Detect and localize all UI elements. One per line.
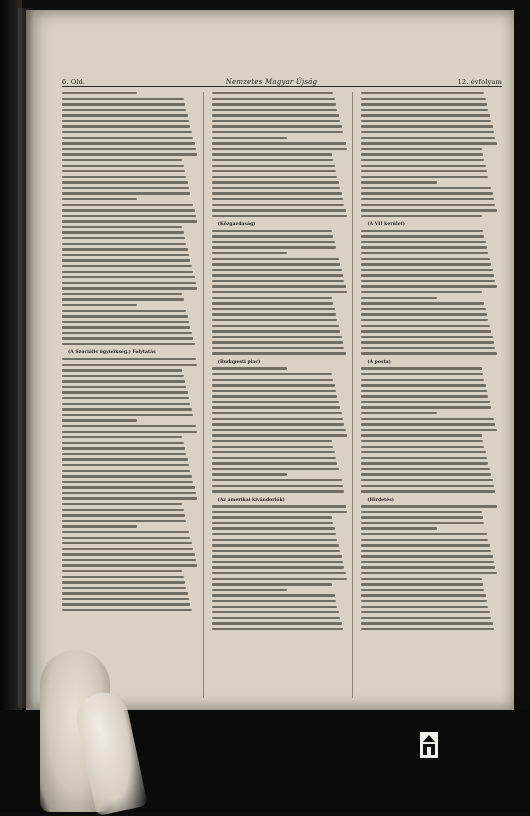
text-line xyxy=(62,581,185,583)
text-line xyxy=(361,490,495,492)
text-line xyxy=(212,479,342,481)
text-line xyxy=(361,252,488,254)
text-line xyxy=(62,375,184,377)
text-line xyxy=(212,539,338,541)
text-line xyxy=(212,505,346,507)
text-line xyxy=(62,598,189,600)
text-line xyxy=(62,226,182,228)
paragraph-heading: (Budapesti piac) xyxy=(217,359,261,365)
text-line xyxy=(212,302,334,304)
text-line xyxy=(212,109,338,111)
text-line xyxy=(212,330,340,332)
text-columns xyxy=(62,92,502,698)
text-line xyxy=(212,92,334,94)
text-line xyxy=(212,325,339,327)
text-line xyxy=(361,319,488,321)
text-line xyxy=(62,304,137,306)
text-line xyxy=(62,148,196,150)
text-line xyxy=(361,457,487,459)
text-line xyxy=(62,386,186,388)
text-line xyxy=(62,453,186,455)
text-line xyxy=(62,391,188,393)
text-line xyxy=(62,497,197,499)
text-line xyxy=(361,98,485,100)
text-line xyxy=(212,423,345,425)
text-line xyxy=(212,192,342,194)
text-line xyxy=(212,159,334,161)
text-line xyxy=(361,230,483,232)
text-line xyxy=(212,204,345,206)
text-line xyxy=(212,429,346,431)
text-line xyxy=(361,611,489,613)
text-line xyxy=(62,326,190,328)
text-line xyxy=(361,114,489,116)
text-line xyxy=(62,287,197,289)
text-line xyxy=(212,170,336,172)
text-line xyxy=(212,606,338,608)
text-line xyxy=(212,230,332,232)
text-line xyxy=(62,332,192,334)
text-line xyxy=(361,412,436,414)
text-line xyxy=(62,204,193,206)
text-line xyxy=(62,603,190,605)
text-line xyxy=(212,336,342,338)
text-line xyxy=(361,215,481,217)
text-line xyxy=(361,539,488,541)
text-line xyxy=(62,364,197,366)
text-line xyxy=(212,622,342,624)
text-line xyxy=(62,464,189,466)
text-line xyxy=(62,131,192,133)
text-line xyxy=(361,120,491,122)
text-line xyxy=(62,198,137,200)
text-line xyxy=(361,418,494,420)
text-line xyxy=(62,486,195,488)
paragraph-heading: (A posta) xyxy=(367,359,391,365)
text-line xyxy=(62,137,193,139)
text-line xyxy=(361,434,481,436)
text-line xyxy=(212,555,342,557)
text-line xyxy=(212,384,335,386)
text-line xyxy=(62,176,186,178)
text-line xyxy=(212,379,334,381)
text-line xyxy=(62,587,186,589)
text-line xyxy=(62,358,196,360)
text-line xyxy=(212,390,336,392)
text-line xyxy=(62,414,193,416)
text-line xyxy=(361,628,494,630)
text-line xyxy=(212,451,335,453)
text-line xyxy=(212,367,287,369)
text-line xyxy=(62,248,188,250)
text-line xyxy=(212,120,340,122)
text-line xyxy=(62,254,189,256)
text-line xyxy=(212,617,340,619)
text-line xyxy=(212,246,336,248)
text-line xyxy=(212,198,343,200)
text-line xyxy=(212,594,335,596)
text-line xyxy=(361,280,495,282)
text-line xyxy=(361,440,483,442)
text-line xyxy=(361,622,492,624)
text-line xyxy=(62,553,195,555)
text-line xyxy=(62,103,185,105)
text-line xyxy=(212,373,332,375)
text-line xyxy=(361,544,489,546)
text-line xyxy=(62,109,186,111)
text-line xyxy=(361,209,496,211)
text-line xyxy=(212,583,332,585)
text-line xyxy=(212,291,347,293)
text-line xyxy=(62,542,192,544)
page-number: 6. Old. xyxy=(62,78,86,86)
text-line xyxy=(361,401,489,403)
text-line xyxy=(212,406,340,408)
text-line xyxy=(212,285,346,287)
text-line xyxy=(62,114,188,116)
text-line xyxy=(62,243,186,245)
text-line xyxy=(361,527,436,529)
text-line xyxy=(62,321,189,323)
text-line xyxy=(212,462,338,464)
text-line xyxy=(361,187,491,189)
text-line xyxy=(62,259,190,261)
text-line xyxy=(212,490,345,492)
text-line xyxy=(62,187,189,189)
text-line xyxy=(212,103,336,105)
text-line xyxy=(361,341,494,343)
text-line xyxy=(62,492,196,494)
text-line xyxy=(361,561,494,563)
text-line xyxy=(212,457,336,459)
text-line xyxy=(212,628,343,630)
text-line xyxy=(62,548,193,550)
text-line xyxy=(212,319,338,321)
running-header xyxy=(62,72,502,87)
text-line xyxy=(212,611,339,613)
archive-logo-icon xyxy=(418,730,440,760)
text-line xyxy=(361,198,494,200)
paragraph-heading: (A VII kerület) xyxy=(367,222,405,228)
text-line xyxy=(62,315,188,317)
text-line xyxy=(361,594,485,596)
text-line xyxy=(361,325,489,327)
paragraph-heading: (A Szociális ügynökség.) Folytatás xyxy=(68,350,156,356)
text-line xyxy=(212,401,339,403)
text-line xyxy=(361,384,485,386)
text-line xyxy=(361,192,492,194)
text-line xyxy=(361,522,484,524)
text-line xyxy=(62,442,184,444)
text-line xyxy=(212,252,287,254)
text-line xyxy=(212,297,332,299)
text-line xyxy=(361,246,487,248)
paragraph-heading: (Közgazdaság) xyxy=(217,222,256,228)
text-line xyxy=(361,181,436,183)
text-line xyxy=(62,481,193,483)
text-line xyxy=(62,343,195,345)
text-line xyxy=(361,170,487,172)
text-line xyxy=(62,576,184,578)
text-line xyxy=(212,561,343,563)
text-line xyxy=(62,419,137,421)
text-line xyxy=(212,511,347,513)
text-line xyxy=(62,271,193,273)
text-line xyxy=(212,446,334,448)
text-line xyxy=(212,533,336,535)
text-line xyxy=(62,209,195,211)
text-line xyxy=(212,258,339,260)
text-line xyxy=(361,153,483,155)
text-line xyxy=(62,192,190,194)
text-line xyxy=(62,298,184,300)
text-line xyxy=(361,308,485,310)
text-line xyxy=(62,609,192,611)
text-line xyxy=(62,458,188,460)
text-line xyxy=(62,181,188,183)
text-line xyxy=(361,462,488,464)
text-line xyxy=(361,352,496,354)
text-line xyxy=(62,447,185,449)
text-line xyxy=(212,280,345,282)
text-line xyxy=(361,555,492,557)
text-line xyxy=(361,511,481,513)
text-line xyxy=(62,380,185,382)
text-line xyxy=(212,578,347,580)
text-line xyxy=(212,215,347,217)
text-line xyxy=(361,241,485,243)
text-line xyxy=(361,269,492,271)
text-line xyxy=(62,559,196,561)
text-line xyxy=(212,98,335,100)
text-line xyxy=(212,235,334,237)
text-line xyxy=(212,395,338,397)
text-line xyxy=(62,537,190,539)
text-line xyxy=(62,570,182,572)
text-line xyxy=(62,142,195,144)
text-line xyxy=(212,589,287,591)
text-column-2 xyxy=(212,92,354,698)
text-line xyxy=(62,276,195,278)
text-line xyxy=(361,165,485,167)
text-line xyxy=(212,566,345,568)
text-line xyxy=(361,285,496,287)
text-line xyxy=(361,92,484,94)
text-line xyxy=(212,313,336,315)
newspaper-page xyxy=(26,10,514,710)
text-line xyxy=(361,274,494,276)
text-line xyxy=(212,209,346,211)
text-line xyxy=(361,578,481,580)
text-line xyxy=(212,114,339,116)
text-line xyxy=(361,468,489,470)
text-line xyxy=(361,258,489,260)
text-line xyxy=(361,473,491,475)
text-line xyxy=(212,153,332,155)
text-line xyxy=(62,153,197,155)
text-line xyxy=(212,352,346,354)
text-line xyxy=(361,446,484,448)
text-line xyxy=(361,451,485,453)
text-line xyxy=(361,406,491,408)
text-line xyxy=(62,531,189,533)
text-line xyxy=(361,336,492,338)
text-line xyxy=(62,503,182,505)
text-line xyxy=(212,274,343,276)
text-line xyxy=(62,215,196,217)
text-line xyxy=(62,170,185,172)
text-line xyxy=(361,313,487,315)
text-line xyxy=(62,265,192,267)
text-line xyxy=(62,470,190,472)
text-line xyxy=(62,120,189,122)
text-line xyxy=(212,412,342,414)
text-line xyxy=(361,204,495,206)
text-line xyxy=(361,550,491,552)
text-line xyxy=(212,241,335,243)
text-line xyxy=(212,440,332,442)
text-line xyxy=(62,165,184,167)
text-line xyxy=(62,436,182,438)
text-line xyxy=(361,103,487,105)
text-line xyxy=(62,403,190,405)
text-line xyxy=(62,293,182,295)
text-line xyxy=(212,142,346,144)
text-line xyxy=(361,302,484,304)
text-line xyxy=(212,473,287,475)
text-line xyxy=(62,237,185,239)
text-line xyxy=(62,98,184,100)
text-line xyxy=(62,431,197,433)
text-line xyxy=(212,165,335,167)
text-line xyxy=(361,533,487,535)
text-line xyxy=(62,159,182,161)
text-line xyxy=(361,131,494,133)
text-line xyxy=(62,231,184,233)
text-line xyxy=(361,589,484,591)
text-line xyxy=(361,516,483,518)
text-line xyxy=(212,418,343,420)
text-line xyxy=(212,308,335,310)
newspaper-title: Nemzetes Magyar Újság xyxy=(225,78,318,86)
paragraph-heading: (Az amerikai kivándorlók) xyxy=(217,497,285,503)
text-line xyxy=(361,176,488,178)
text-line xyxy=(361,291,481,293)
text-line xyxy=(361,159,484,161)
text-line xyxy=(361,485,494,487)
text-line xyxy=(62,125,190,127)
text-line xyxy=(62,525,137,527)
text-line xyxy=(212,148,347,150)
text-line xyxy=(361,395,488,397)
text-line xyxy=(62,592,188,594)
text-line xyxy=(361,572,496,574)
text-line xyxy=(62,92,137,94)
text-line xyxy=(212,550,340,552)
text-line xyxy=(361,505,496,507)
text-column-3 xyxy=(361,92,502,698)
text-line xyxy=(62,282,196,284)
text-line xyxy=(361,330,491,332)
text-line xyxy=(212,137,287,139)
volume-label: 12. évfolyam xyxy=(457,78,502,86)
text-line xyxy=(361,367,481,369)
text-line xyxy=(361,429,496,431)
text-line xyxy=(212,347,345,349)
text-line xyxy=(361,373,483,375)
text-line xyxy=(361,479,492,481)
text-line xyxy=(62,425,196,427)
text-line xyxy=(361,379,484,381)
text-line xyxy=(361,566,495,568)
text-line xyxy=(212,125,342,127)
text-line xyxy=(361,142,496,144)
page-gutter-shadow xyxy=(18,8,34,708)
text-line xyxy=(212,263,340,265)
text-line xyxy=(212,485,343,487)
text-line xyxy=(212,176,338,178)
text-line xyxy=(62,564,197,566)
text-line xyxy=(62,337,193,339)
text-line xyxy=(212,131,343,133)
text-line xyxy=(361,137,495,139)
text-line xyxy=(212,544,339,546)
text-line xyxy=(361,347,495,349)
text-line xyxy=(212,187,340,189)
text-line xyxy=(212,269,342,271)
paragraph-heading: (Hirdetés) xyxy=(367,497,394,503)
text-line xyxy=(361,390,487,392)
text-line xyxy=(361,583,483,585)
text-line xyxy=(361,297,436,299)
text-line xyxy=(212,181,339,183)
text-line xyxy=(361,263,491,265)
text-line xyxy=(212,527,335,529)
text-line xyxy=(62,520,186,522)
text-line xyxy=(212,522,334,524)
text-line xyxy=(361,600,487,602)
text-line xyxy=(62,509,184,511)
text-line xyxy=(62,475,192,477)
text-line xyxy=(62,514,185,516)
text-line xyxy=(62,369,182,371)
text-line xyxy=(361,109,488,111)
text-line xyxy=(361,235,484,237)
text-line xyxy=(361,606,488,608)
text-line xyxy=(361,423,495,425)
text-line xyxy=(361,148,481,150)
text-line xyxy=(212,516,332,518)
text-line xyxy=(212,434,347,436)
text-line xyxy=(62,408,192,410)
text-line xyxy=(62,397,189,399)
text-line xyxy=(62,310,186,312)
text-line xyxy=(361,125,492,127)
text-line xyxy=(62,220,197,222)
text-line xyxy=(212,468,339,470)
text-line xyxy=(212,600,336,602)
text-line xyxy=(212,341,343,343)
text-line xyxy=(212,572,346,574)
text-line xyxy=(361,617,491,619)
text-column-1 xyxy=(62,92,204,698)
